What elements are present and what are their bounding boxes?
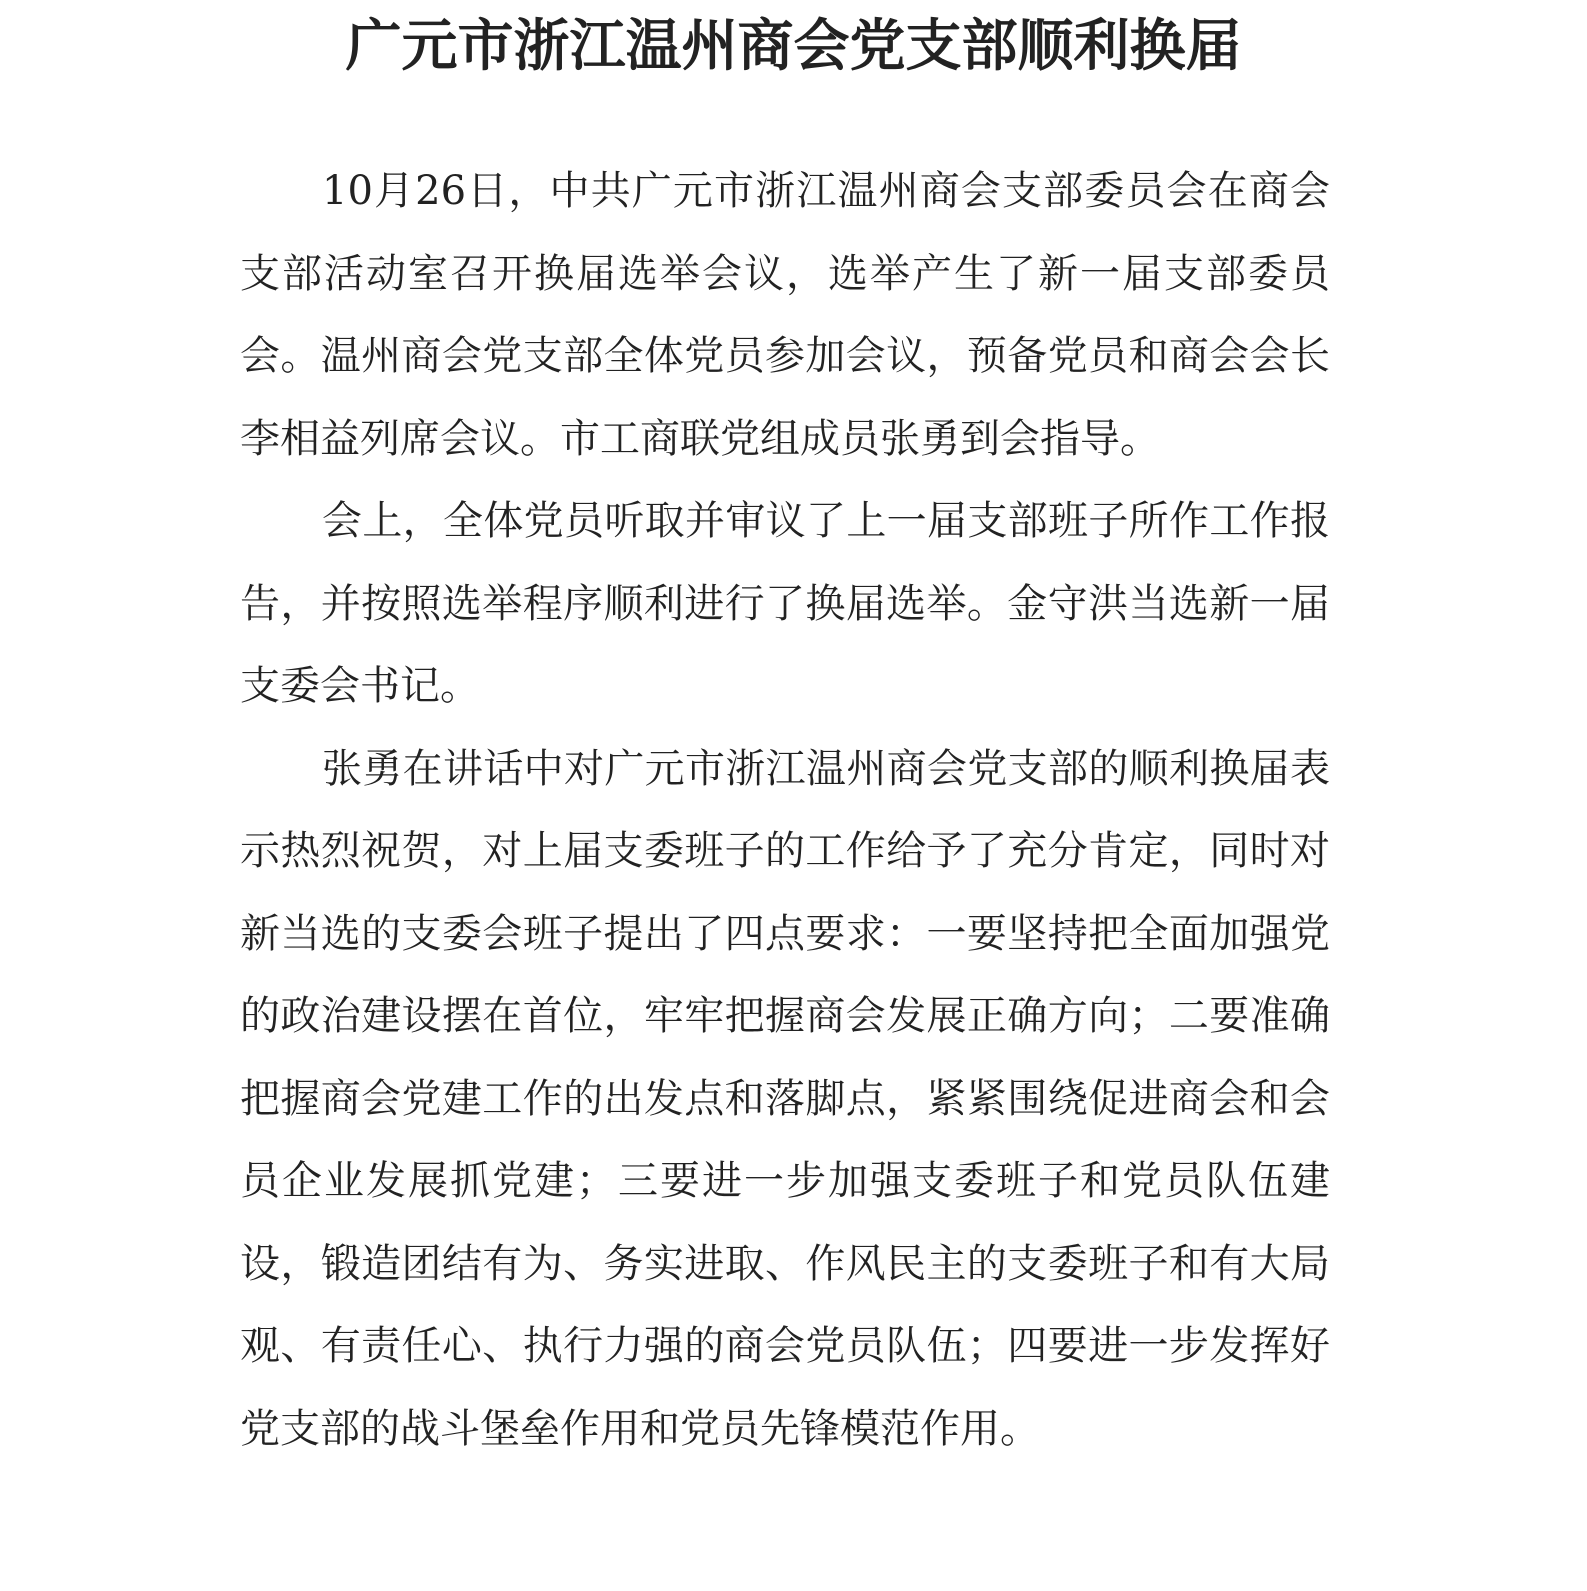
article-body	[240, 150, 1330, 1470]
article-title: 广元市浙江温州商会党支部顺利换届	[345, 13, 1242, 79]
paragraph-1: 10月26日，中共广元市浙江温州商会支部委员会在商会支部活动室召开换届选举会议，选举产生了新一届支部委员会。温州商会党支部全体党员参加会议，预备党员和商会会长李相益列席会议。市工商联党组成员张勇到会指导。	[240, 168, 1330, 462]
paragraph-2: 会上，全体党员听取并审议了上一届支部班子所作工作报告，并按照选举程序顺利进行了换届选举。金守洪当选新一届支委会书记。	[240, 498, 1330, 709]
paragraph-3: 张勇在讲话中对广元市浙江温州商会党支部的顺利换届表示热烈祝贺，对上届支委班子的工作给予了充分肯定，同时对新当选的支委会班子提出了四点要求：一要坚持把全面加强党的政治建设摆在首位，牢牢把握商会发展正确方向；二要准确把握商会党建工作的出发点和落脚点，紧紧围绕促进商会和会员企业发展抓党建；三要进一步加强支委班子和党员队伍建设，锻造团结有为、务实进取、作风民主的支委班子和有大局观、有责任心、执行力强的商会党员队伍；四要进一步发挥好党支部的战斗堡垒作用和党员先锋模范作用。	[240, 745, 1330, 1452]
